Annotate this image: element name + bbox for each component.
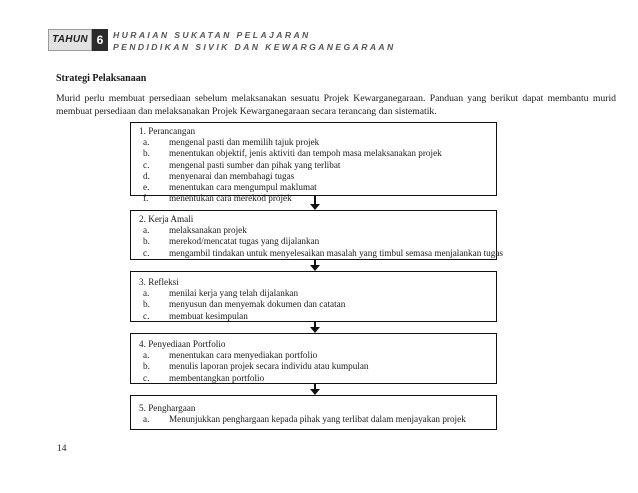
list-item <box>143 311 496 322</box>
item-text: merekod/mencatat tugas yang dijalankan <box>169 236 320 247</box>
item-letter: a. <box>143 288 150 299</box>
item-text: mengenal pasti dan memilih tajuk projek <box>169 137 320 148</box>
page-number: 14 <box>57 444 67 454</box>
header-title-line-1: HURAIAN SUKATAN PELAJARAN <box>113 30 311 40</box>
item-text: membuat kesimpulan <box>169 310 248 321</box>
section-title: Strategi Pelaksanaan <box>56 73 147 84</box>
item-text: menentukan cara menyediakan portfolio <box>169 350 318 361</box>
item-text: melaksanakan projek <box>169 225 247 236</box>
item-letter: c. <box>143 247 150 258</box>
step-title: 5. Penghargaan <box>139 403 196 413</box>
item-letter: c. <box>143 372 150 383</box>
flow-arrow-down-icon <box>310 384 320 395</box>
list-item <box>143 182 496 193</box>
step-box-kerja-amali <box>130 210 503 260</box>
item-text: mengenal pasti sumber dan pihak yang terlibat <box>169 159 341 170</box>
step-box-perancangan <box>130 122 497 204</box>
item-letter: f. <box>143 193 149 204</box>
list-item <box>143 288 496 299</box>
item-letter: e. <box>143 182 150 193</box>
list-item <box>143 361 496 372</box>
year-badge <box>48 29 108 51</box>
list-item <box>143 350 496 361</box>
item-letter: a. <box>143 137 150 148</box>
list-item <box>143 299 496 310</box>
item-text: menentukan cara mengumpul maklumat <box>169 182 317 193</box>
list-item <box>143 414 496 425</box>
item-letter: b. <box>143 299 150 310</box>
item-letter: b. <box>143 148 150 159</box>
step-title: 2. Kerja Amali <box>139 214 194 224</box>
flow-arrow-down-icon <box>310 260 320 271</box>
step-title: 1. Perancangan <box>139 126 196 136</box>
item-text: menentukan cara merekod projek <box>169 193 292 204</box>
item-text: menulis laporan projek secara individu atau kumpulan <box>169 361 369 372</box>
list-item <box>143 171 496 182</box>
item-letter: a. <box>143 350 150 361</box>
step-box-refleksi <box>130 271 497 322</box>
item-text: membentangkan portfolio <box>169 372 265 383</box>
step-box-penyediaan-portfolio <box>130 333 497 384</box>
header-title-line-2: PENDIDIKAN SIVIK DAN KEWARGANEGARAAN <box>113 42 396 52</box>
item-letter: a. <box>143 414 150 425</box>
step-box-penghargaan <box>130 395 497 430</box>
item-text: menyusun dan menyemak dokumen dan catatan <box>169 299 346 310</box>
item-letter: d. <box>143 170 150 181</box>
list-item <box>143 225 496 236</box>
item-letter: b. <box>143 236 150 247</box>
year-badge-number: 6 <box>92 29 108 51</box>
item-text: menentukan objektif, jenis aktiviti dan tempoh masa melaksanakan projek <box>169 148 442 159</box>
intro-paragraph: Murid perlu membuat persediaan sebelum melaksanakan sesuatu Projek Kewarganegaraan. Panduan yang berikut dapat membantu murid membuat persediaan dan melaksanakan Projek Kewarganegaraan secara terancang dan sistematik. <box>56 93 616 117</box>
item-letter: c. <box>143 159 150 170</box>
item-text: Menunjukkan penghargaan kepada pihak yang terlibat dalam menjayakan projek <box>169 414 466 425</box>
flow-arrow-down-icon <box>310 322 320 333</box>
item-letter: c. <box>143 310 150 321</box>
step-title: 4. Penyediaan Portfolio <box>139 339 226 349</box>
list-item <box>143 148 496 159</box>
item-text: menyenarai dan membahagi tugas <box>169 170 295 181</box>
list-item <box>143 160 496 171</box>
list-item <box>143 137 496 148</box>
step-title: 3. Refleksi <box>139 277 179 287</box>
list-item <box>143 236 496 247</box>
flow-arrow-down-icon <box>310 196 320 210</box>
item-letter: a. <box>143 225 150 236</box>
year-badge-label: TAHUN <box>48 29 92 51</box>
list-item <box>143 247 503 259</box>
item-text: mengambil tindakan untuk menyelesaikan masalah yang timbul semasa menjalankan tugas <box>169 247 503 258</box>
item-text: menilai kerja yang telah dijalankan <box>169 288 299 299</box>
item-letter: b. <box>143 361 150 372</box>
list-item <box>143 373 496 384</box>
